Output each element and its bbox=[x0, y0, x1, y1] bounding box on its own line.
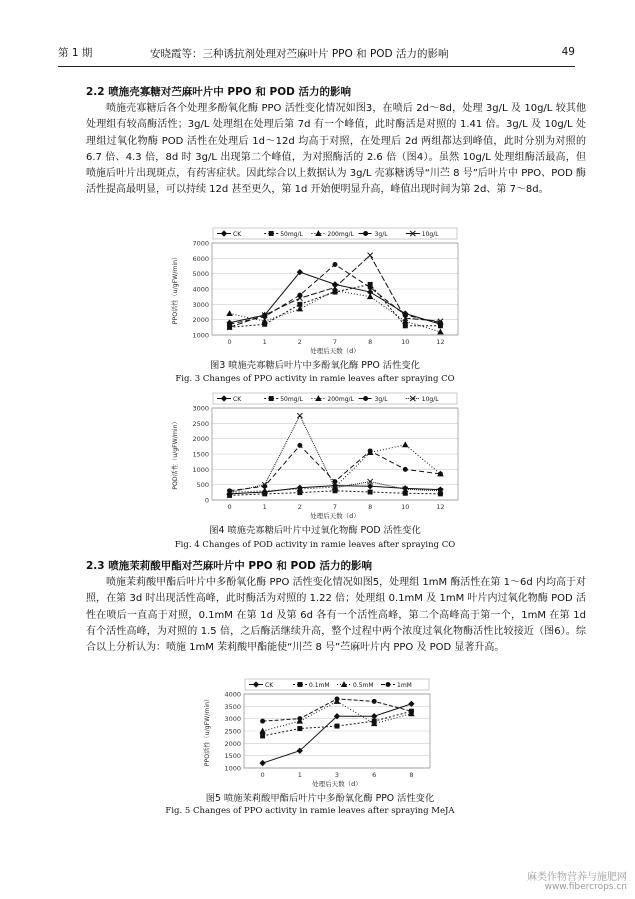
ppo-meja-line-chart bbox=[200, 676, 440, 788]
x-axis-label: 处理后天数（d） bbox=[310, 347, 360, 355]
x-tick-label: 8 bbox=[368, 338, 373, 346]
legend-marker-50mg/L bbox=[269, 231, 273, 235]
section-2-3-body bbox=[86, 575, 586, 656]
y-tick-label: 1000 bbox=[224, 764, 241, 773]
ppo-chitosan-line-chart bbox=[168, 225, 468, 355]
y-tick-label: 3000 bbox=[192, 300, 209, 309]
x-tick-label: 10 bbox=[401, 338, 410, 346]
y-tick-label: 2000 bbox=[192, 316, 209, 325]
legend-label: 0.1mM bbox=[309, 682, 330, 689]
data-point-50mg/L bbox=[403, 324, 407, 328]
data-point-3g/L bbox=[438, 472, 442, 476]
legend-label: 10g/L bbox=[421, 396, 439, 403]
y-tick-label: 3500 bbox=[224, 702, 241, 711]
data-point-1mM bbox=[409, 709, 413, 713]
y-tick-label: 1500 bbox=[192, 450, 209, 459]
x-axis-label: 处理后天数（d） bbox=[312, 780, 362, 788]
y-tick-label: 2000 bbox=[192, 435, 209, 444]
data-point-1mM bbox=[298, 717, 302, 721]
legend-label: 200mg/L bbox=[327, 231, 354, 238]
header-rule bbox=[58, 66, 575, 67]
page-number: 49 bbox=[561, 46, 575, 58]
data-point-0.1mM bbox=[298, 726, 302, 730]
figure-4-caption-en: Fig. 4 Changes of POD activity in ramie leaves after spraying CO bbox=[174, 540, 456, 550]
data-point-3g/L bbox=[333, 480, 337, 484]
x-tick-label: 0 bbox=[260, 771, 265, 779]
data-point-3g/L bbox=[368, 285, 372, 289]
y-tick-label: 2500 bbox=[224, 727, 241, 736]
data-point-3g/L bbox=[403, 467, 407, 471]
y-tick-label: 3000 bbox=[192, 404, 209, 413]
data-point-3g/L bbox=[298, 443, 302, 447]
legend-label: 3g/L bbox=[374, 396, 388, 403]
legend-label: 3g/L bbox=[374, 231, 388, 238]
paragraph: 喷施茉莉酸甲酯后叶片中多酚氧化酶 PPO 活性变化情况如图5，处理组 1mM 酶活性在第 1～6d 内均高于对照，在第 3d 时出现活性高峰，此时酶活为对照的 1.22 倍；处理组 0.1mM 及 1mM 叶片内过氧化物酶 POD 活性在喷后一直高于对照，0.1mM 在第 1d 及第 6d 各有一个活性高峰，第二个高峰高于第一个，1mM 在第 1d 有个活性高峰，为对照的 1.5 倍，之后酶活继续升高，整个过程中两个浓度过氧化物酶活性比较接近（图6）。综合以上分析认为：喷施 1mM 茉莉酸甲酯能使“川苎 8 号”苎麻叶片内 PPO 及 POD 显著升高。 bbox=[86, 577, 586, 654]
x-tick-label: 1 bbox=[262, 338, 267, 346]
data-point-3g/L bbox=[368, 449, 372, 453]
legend-label: 10g/L bbox=[421, 231, 439, 238]
x-tick-label: 8 bbox=[409, 771, 414, 779]
legend-label: CK bbox=[265, 682, 274, 689]
figure-5-caption: 图5 喷施茉莉酸甲酯后叶片中多酚氧化酶 PPO 活性变化 bbox=[205, 793, 435, 804]
figure-3-caption: 图3 喷施壳寡糖后叶片中多酚氧化酶 PPO 活性变化 bbox=[210, 360, 420, 371]
watermark-url: www.fibercrops.cn bbox=[544, 882, 627, 892]
data-point-CK bbox=[260, 760, 265, 765]
section-2-3-heading: 2.3 喷施茉莉酸甲酯对苎麻叶片中 PPO 和 POD 活力的影响 bbox=[86, 560, 373, 572]
y-tick-label: 3000 bbox=[224, 715, 241, 724]
legend-label: 200mg/L bbox=[327, 396, 354, 403]
legend-marker-3g/L bbox=[364, 231, 368, 235]
data-point-200mg/L bbox=[262, 319, 267, 324]
y-axis-label: PPO活性（u/gFW/min） bbox=[172, 253, 179, 325]
figure-4 bbox=[168, 390, 468, 524]
paragraph: 喷施壳寡糖后各个处理多酚氧化酶 PPO 活性变化情况如图3，在喷后 2d～8d，处理 3g/L 及 10g/L 较其他处理组有较高酶活性；3g/L 处理组在处理后第 7d 有一个峰值，此时酶活是对照的 1.41 倍。3g/L 及 10g/L 处理组过氧化物酶 POD 活性在处理后 1d～12d 均高于对照，在处理后 2d 两组都达到峰值，此时分别为对照的 6.7 倍、4.3 倍，8d 时 3g/L 出现第二个峰值，为对照酶活的 2.6 倍（图4）。虽然 10g/L 处理组酶活最高，但喷施后叶片出现斑点，有药害症状。因此综合以上数据认为 3g/L 壳寡糖诱导“川苎 8 号”后叶片中 PPO、POD 酶活性提高最明显，可以持续 12d 甚至更久，第 1d 开始便明显升高，峰值出现时间为第 2d、第 7～8d。 bbox=[86, 103, 586, 196]
data-point-0.1mM bbox=[261, 734, 265, 738]
x-tick-label: 1 bbox=[297, 771, 302, 779]
y-tick-label: 0 bbox=[204, 496, 209, 505]
data-point-200mg/L bbox=[403, 442, 408, 447]
legend-label: 1mM bbox=[397, 682, 412, 689]
legend-label: CK bbox=[233, 231, 242, 238]
y-tick-label: 6000 bbox=[192, 254, 209, 263]
section-2-2-heading: 2.2 喷施壳寡糖对苎麻叶片中 PPO 和 POD 活力的影响 bbox=[86, 86, 352, 98]
issue-number: 第 1 期 bbox=[58, 46, 93, 59]
legend-marker-50mg/L bbox=[269, 396, 273, 400]
data-point-CK bbox=[409, 701, 414, 706]
y-tick-label: 1500 bbox=[224, 752, 241, 761]
y-tick-label: 500 bbox=[196, 481, 209, 490]
data-point-50mg/L bbox=[368, 490, 372, 494]
x-tick-label: 12 bbox=[436, 338, 445, 346]
x-tick-label: 7 bbox=[332, 503, 338, 511]
section-2-2-body bbox=[86, 101, 586, 199]
y-tick-label: 4000 bbox=[192, 285, 209, 294]
watermark: 麻类作物营养与施肥网 bbox=[527, 872, 627, 883]
y-tick-label: 1000 bbox=[192, 465, 209, 474]
y-axis-label: POD活性（u/gFW/min） bbox=[172, 418, 179, 490]
y-axis-label: PPO活性（u/gFW/min） bbox=[204, 695, 211, 767]
y-tick-label: 4000 bbox=[224, 690, 241, 699]
legend-marker-1mM bbox=[386, 682, 390, 686]
data-point-200mg/L bbox=[297, 306, 302, 311]
data-point-200mg/L bbox=[368, 294, 373, 299]
figure-5 bbox=[200, 676, 440, 792]
x-tick-label: 0 bbox=[227, 503, 232, 511]
legend-label: CK bbox=[233, 396, 242, 403]
legend-label: 50mg/L bbox=[280, 231, 303, 238]
legend-label: 50mg/L bbox=[280, 396, 303, 403]
x-tick-label: 7 bbox=[332, 338, 338, 346]
data-point-CK bbox=[372, 714, 377, 719]
series-line-CK bbox=[263, 704, 412, 763]
x-tick-label: 2 bbox=[297, 503, 302, 511]
x-tick-label: 10 bbox=[401, 503, 410, 511]
pod-chitosan-line-chart bbox=[168, 390, 468, 520]
x-tick-label: 1 bbox=[262, 503, 267, 511]
y-tick-label: 2000 bbox=[224, 739, 241, 748]
x-tick-label: 8 bbox=[368, 503, 373, 511]
data-point-1mM bbox=[372, 699, 376, 703]
data-point-1mM bbox=[335, 697, 339, 701]
figure-3 bbox=[168, 225, 468, 359]
data-point-3g/L bbox=[333, 262, 337, 266]
legend-label: 0.5mM bbox=[353, 682, 374, 689]
x-tick-label: 12 bbox=[436, 503, 445, 511]
data-point-200mg/L bbox=[227, 311, 232, 316]
data-point-1mM bbox=[261, 719, 265, 723]
legend-marker-3g/L bbox=[364, 396, 368, 400]
y-tick-label: 2500 bbox=[192, 419, 209, 428]
running-title: 安晓霞等：三种诱抗剂处理对苎麻叶片 PPO 和 POD 活力的影响 bbox=[150, 48, 449, 60]
data-point-50mg/L bbox=[403, 491, 407, 495]
y-tick-label: 1000 bbox=[192, 331, 209, 340]
figure-5-caption-en: Fig. 5 Changes of PPO activity in ramie leaves after spraying MeJA bbox=[165, 806, 455, 816]
x-tick-label: 0 bbox=[227, 338, 232, 346]
x-tick-label: 6 bbox=[372, 771, 377, 779]
x-tick-label: 3 bbox=[334, 771, 340, 779]
data-point-10g/L bbox=[297, 413, 302, 418]
figure-4-caption: 图4 喷施壳寡糖后叶片中过氧化物酶 POD 活性变化 bbox=[209, 525, 421, 536]
series-line-200mg/L bbox=[230, 291, 441, 332]
y-tick-label: 5000 bbox=[192, 270, 209, 279]
x-tick-label: 2 bbox=[297, 338, 302, 346]
data-point-200mg/L bbox=[438, 329, 443, 334]
data-point-10g/L bbox=[368, 253, 373, 258]
data-point-CK bbox=[403, 486, 408, 491]
y-tick-label: 7000 bbox=[192, 239, 209, 248]
data-point-0.1mM bbox=[335, 724, 339, 728]
x-axis-label: 处理后天数（d） bbox=[310, 512, 360, 520]
figure-3-caption-en: Fig. 3 Changes of PPO activity in ramie leaves after spraying CO bbox=[175, 374, 455, 384]
legend-marker-0.1mM bbox=[298, 682, 302, 686]
